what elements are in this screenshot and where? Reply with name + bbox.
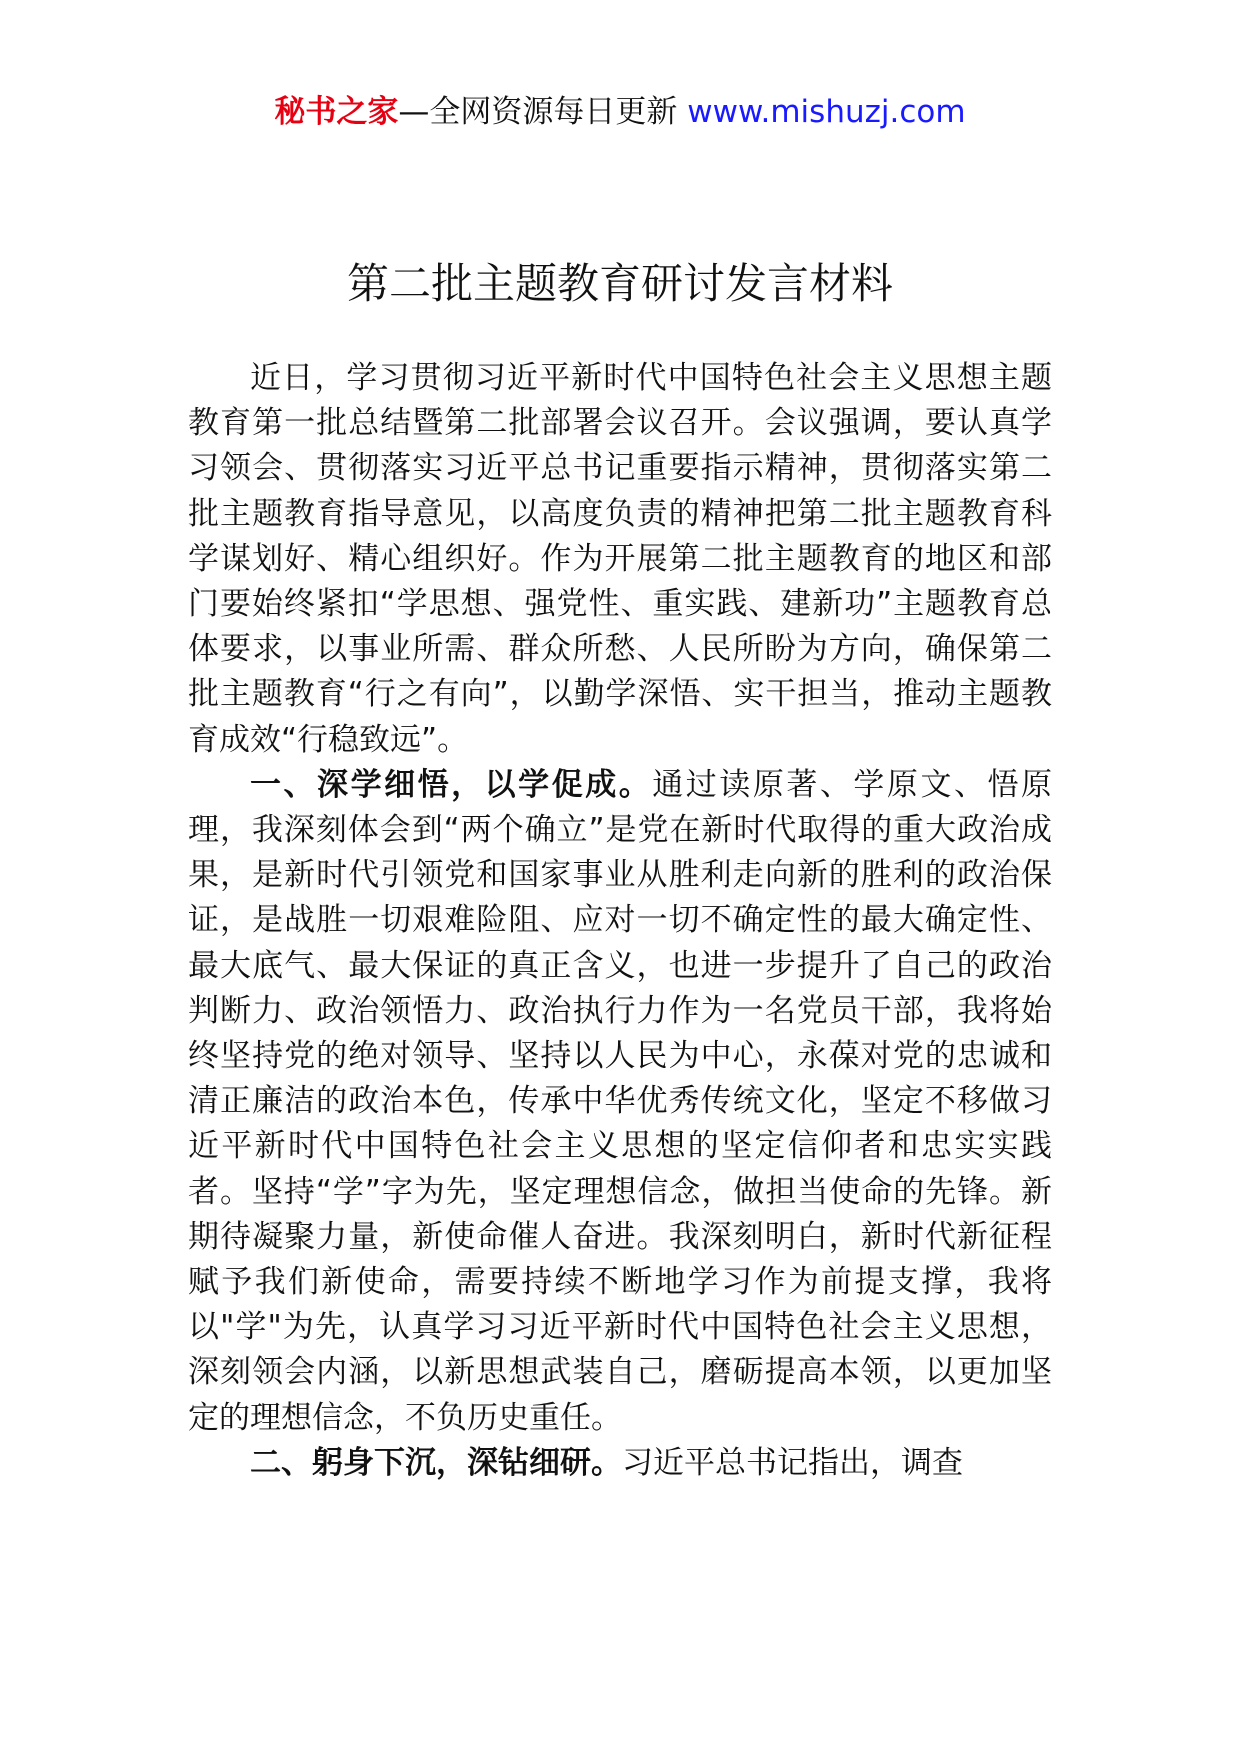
paragraph-text: 近日，学习贯彻习近平新时代中国特色社会主义思想主题教育第一批总结暨第二批部署会议召开。会议强调，要认真学习领会、贯彻落实习近平总书记重要指示精神，贯彻落实第二批主题教育指导意见，以高度负责的精神把第二批主题教育科学谋划好、精心组织好。作为开展第二批主题教育的地区和部门要始终紧扣“学思想、强党性、重实践、建新功”主题教育总体要求，以事业所需、群众所愁、人民所盼为方向，确保第二批主题教育“行之有向”，以勤学深悟、实干担当，推动主题教育成效“行稳致远”。 xyxy=(188,360,1052,758)
paragraph-section-2 xyxy=(188,1441,1052,1486)
site-brand: 秘书之家 xyxy=(274,94,399,130)
section-heading: 一、深学细悟，以学促成。 xyxy=(250,766,653,803)
site-url-link[interactable]: www.mishuzj.com xyxy=(687,94,966,130)
section-heading: 二、躬身下沉，深钻细研。 xyxy=(250,1444,622,1481)
paragraph-text: 习近平总书记指出，调查 xyxy=(622,1444,963,1481)
paragraph-intro xyxy=(188,356,1052,763)
document-title: 第二批主题教育研讨发言材料 xyxy=(346,259,893,309)
paragraph-text: 通过读原著、学原文、悟原理，我深刻体会到“两个确立”是党在新时代取得的重大政治成果，是新时代引领党和国家事业从胜利走向新的胜利的政治保证，是战胜一切艰难险阻、应对一切不确定性的最大确定性、最大底气、最大保证的真正含义，也进一步提升了自己的政治判断力、政治领悟力、政治执行力作为一名党员干部，我将始终坚持党的绝对领导、坚持以人民为中心，永葆对党的忠诚和清正廉洁的政治本色，传承中华优秀传统文化，坚定不移做习近平新时代中国特色社会主义思想的坚定信仰者和忠实实践者。坚持“学”字为先，坚定理想信念，做担当使命的先锋。新期待凝聚力量，新使命催人奋进。我深刻明白，新时代新征程赋予我们新使命，需要持续不断地学习作为前提支撑，我将以"学"为先，认真学习习近平新时代中国特色社会主义思想，深刻领会内涵，以新思想武装自己，磨砺提高本领，以更加坚定的理想信念，不负历史重任。 xyxy=(188,766,1053,1436)
site-header xyxy=(0,92,1240,132)
site-slogan: —全网资源每日更新 xyxy=(398,94,688,130)
paragraph-section-1 xyxy=(188,763,1052,1441)
document-body xyxy=(188,356,1052,1486)
